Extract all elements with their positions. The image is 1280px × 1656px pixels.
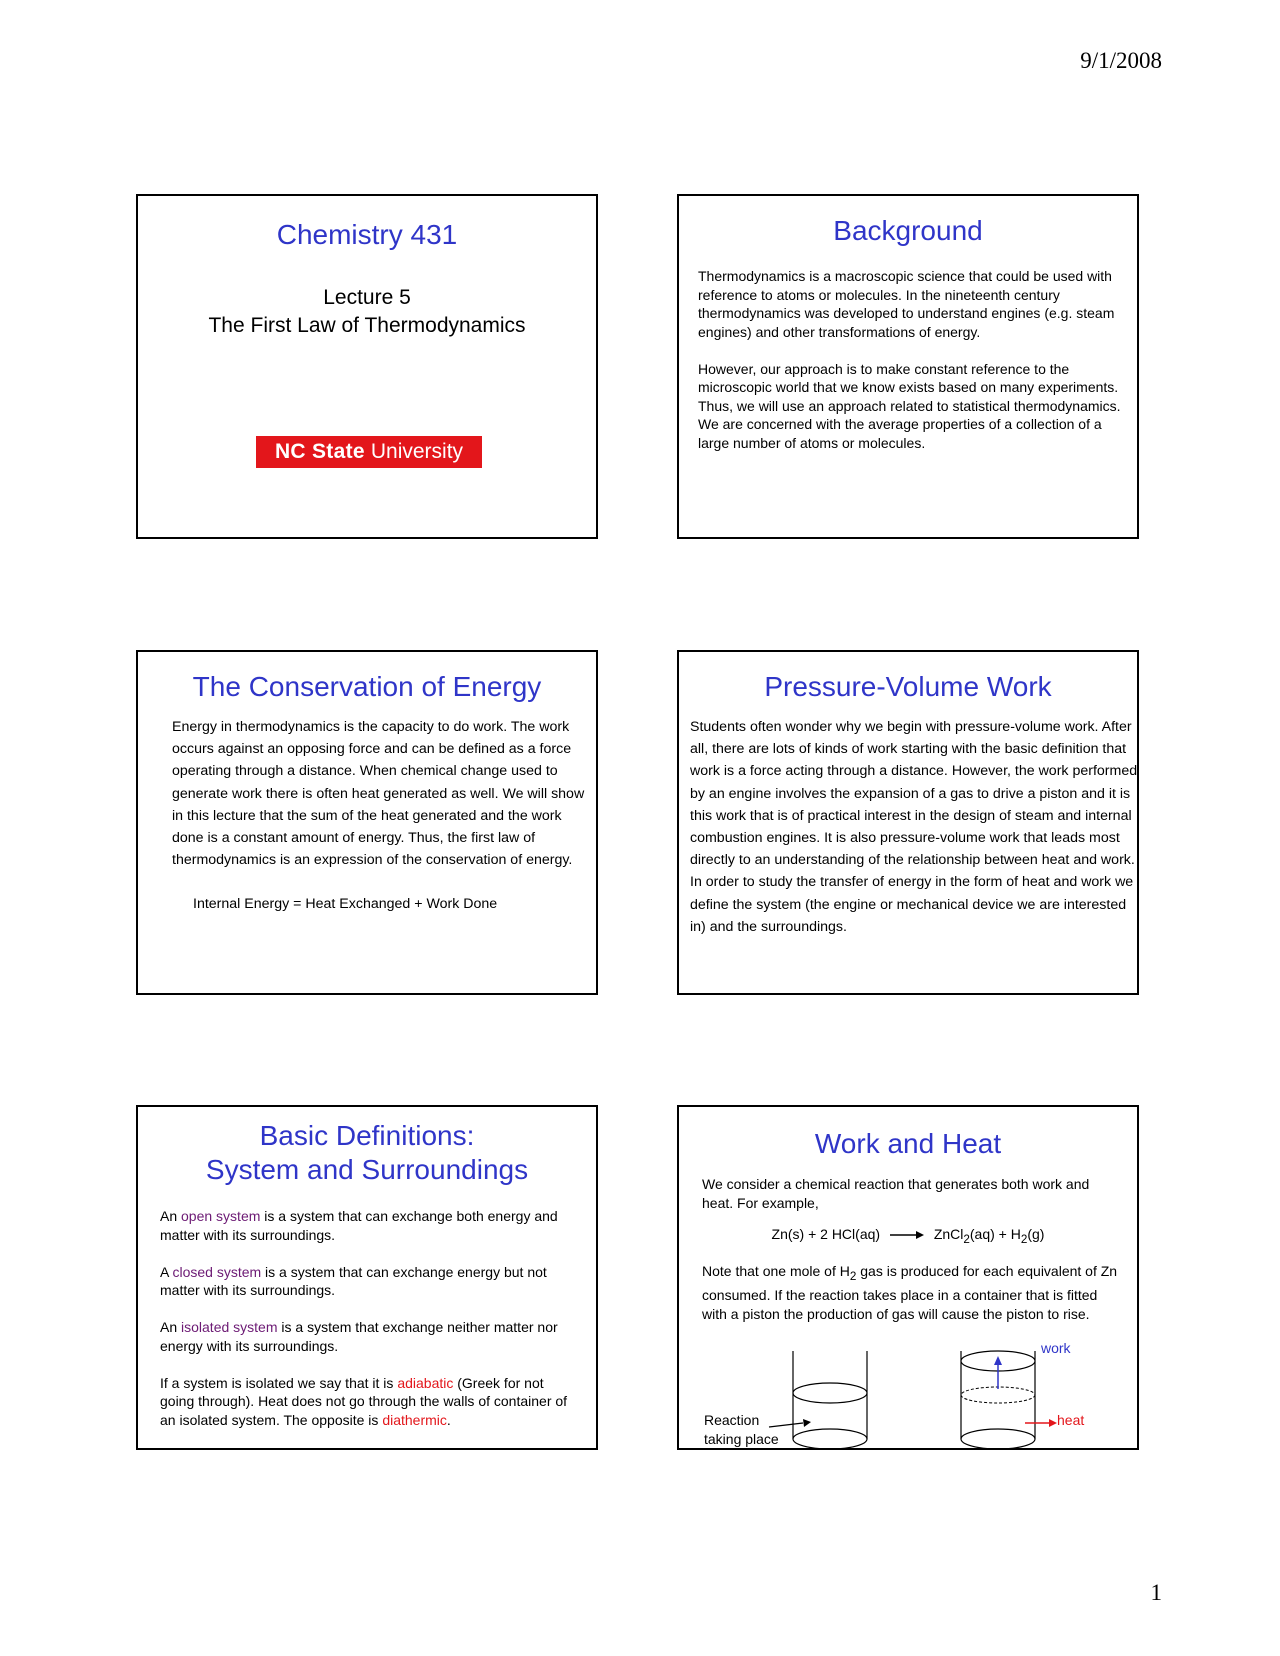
term-adiabatic: adiabatic <box>397 1374 454 1391</box>
page-number: 1 <box>1150 1580 1162 1605</box>
cylinder-left <box>793 1351 867 1448</box>
slide-heading: Work and Heat <box>814 1128 1002 1159</box>
lecture-subtitle: The First Law of Thermodynamics <box>208 314 526 337</box>
slide-heading: Background <box>833 215 983 246</box>
definition-adiabatic: If a system is isolated we say that it is adiabatic (Greek for not going through). Heat does not go through the walls of container of an isolated system. The opposite is diathermic. <box>160 1374 568 1428</box>
slide-pressure-volume-work <box>677 650 1139 995</box>
work-label: work <box>1041 1340 1071 1356</box>
paragraph: Thermodynamics is a macroscopic science that could be used with reference to atoms or molecules. In the nineteenth century thermodynamics was developed to understand engines (e.g. steam engines) and other transformations of energy. <box>698 268 1115 340</box>
heat-label: heat <box>1057 1412 1085 1428</box>
definition-isolated: An isolated system is a system that exchange neither matter nor energy with its surroundings. <box>160 1319 558 1354</box>
term-isolated-system: isolated system <box>181 1319 278 1335</box>
slide-conservation-of-energy <box>136 650 598 995</box>
slide-background <box>677 194 1139 539</box>
slide-title <box>136 194 598 539</box>
paragraph: Students often wonder why we begin with pressure-volume work. After all, there are lots of kinds of work starting with the basic definition that work is a force acting through a distance. However, the work performed by an engine involves the expansion of a gas to drive a piston and it is this work that is of practical interest in the design of steam and internal combustion engines. It is also pressure-volume work that leads most directly to an understanding of the relationship between heat and work. In order to study the transfer of energy in the form of heat and work we define the system (the engine or mechanical device we are interested in) and the surroundings. <box>690 719 1138 935</box>
heat-arrow <box>1025 1419 1057 1427</box>
slide-heading: Pressure-Volume Work <box>764 671 1052 702</box>
ncsu-logo <box>256 436 482 468</box>
slide-heading <box>138 1119 596 1187</box>
term-diathermic: diathermic <box>382 1411 447 1428</box>
slide-body <box>690 716 1140 938</box>
slide-body <box>698 267 1128 452</box>
equation-reactants: Zn(s) + 2 HCl(aq) <box>771 1226 881 1242</box>
slide-heading: The Conservation of Energy <box>192 671 542 702</box>
slide-work-and-heat <box>677 1105 1139 1450</box>
logo-text: University <box>370 440 464 463</box>
paragraph: We consider a chemical reaction that generates both work and heat. For example, <box>702 1176 1090 1211</box>
reaction-label: Reaction taking place <box>704 1412 779 1447</box>
equation-products: ZnCl$_2$(aq) + $H_2(g)$ <box>933 1226 1045 1246</box>
energy-equation: Internal Energy = Heat Exchanged + Work Done <box>193 896 498 913</box>
heading-line-2: System and Surroundings <box>205 1154 529 1185</box>
page-date: 9/1/2008 <box>1080 48 1162 73</box>
slide-title-heading: Chemistry 431 <box>276 219 458 250</box>
definition-open: An open system is a system that can exchange both energy and matter with its surroundings. <box>160 1208 558 1243</box>
slide-basic-definitions <box>136 1105 598 1450</box>
term-open-system: open system <box>181 1208 261 1224</box>
lecture-info <box>138 284 596 340</box>
logo-bold-text: NC State <box>274 440 365 463</box>
lecture-number: Lecture 5 <box>323 286 411 309</box>
term-closed-system: closed system <box>172 1263 262 1280</box>
paragraph: Energy in thermodynamics is the capacity to do work. The work occurs against an opposing force and can be defined as a force operating through a distance. When chemical change used to generate work there is often heat generated as well. We will show in this lecture that the sum of the heat generated and the work done is a constant amount of energy. Thus, the first law of thermodynamics is an expression of the conservation of energy. <box>172 719 585 869</box>
piston-diagram <box>679 1107 1137 1448</box>
heading-line-1: Basic Definitions: <box>259 1120 475 1151</box>
definition-closed: A closed system is a system that can exchange energy but not matter with its surroundings. <box>160 1263 547 1298</box>
slide-body <box>172 716 592 916</box>
slide-body <box>160 1207 580 1429</box>
paragraph: Note that one mole of $H_2$ gas is produced for each equivalent of Zn consumed. If the reaction takes place in a container that is fitted with a piston the production of gas will cause the piston to rise. <box>702 1263 1118 1322</box>
paragraph: However, our approach is to make constant reference to the microscopic world that we know exists based on many experiments. Thus, we will use an approach related to statistical thermodynamics. We are concerned with the average properties of a collection of a large number of atoms or molecules. <box>698 360 1121 451</box>
